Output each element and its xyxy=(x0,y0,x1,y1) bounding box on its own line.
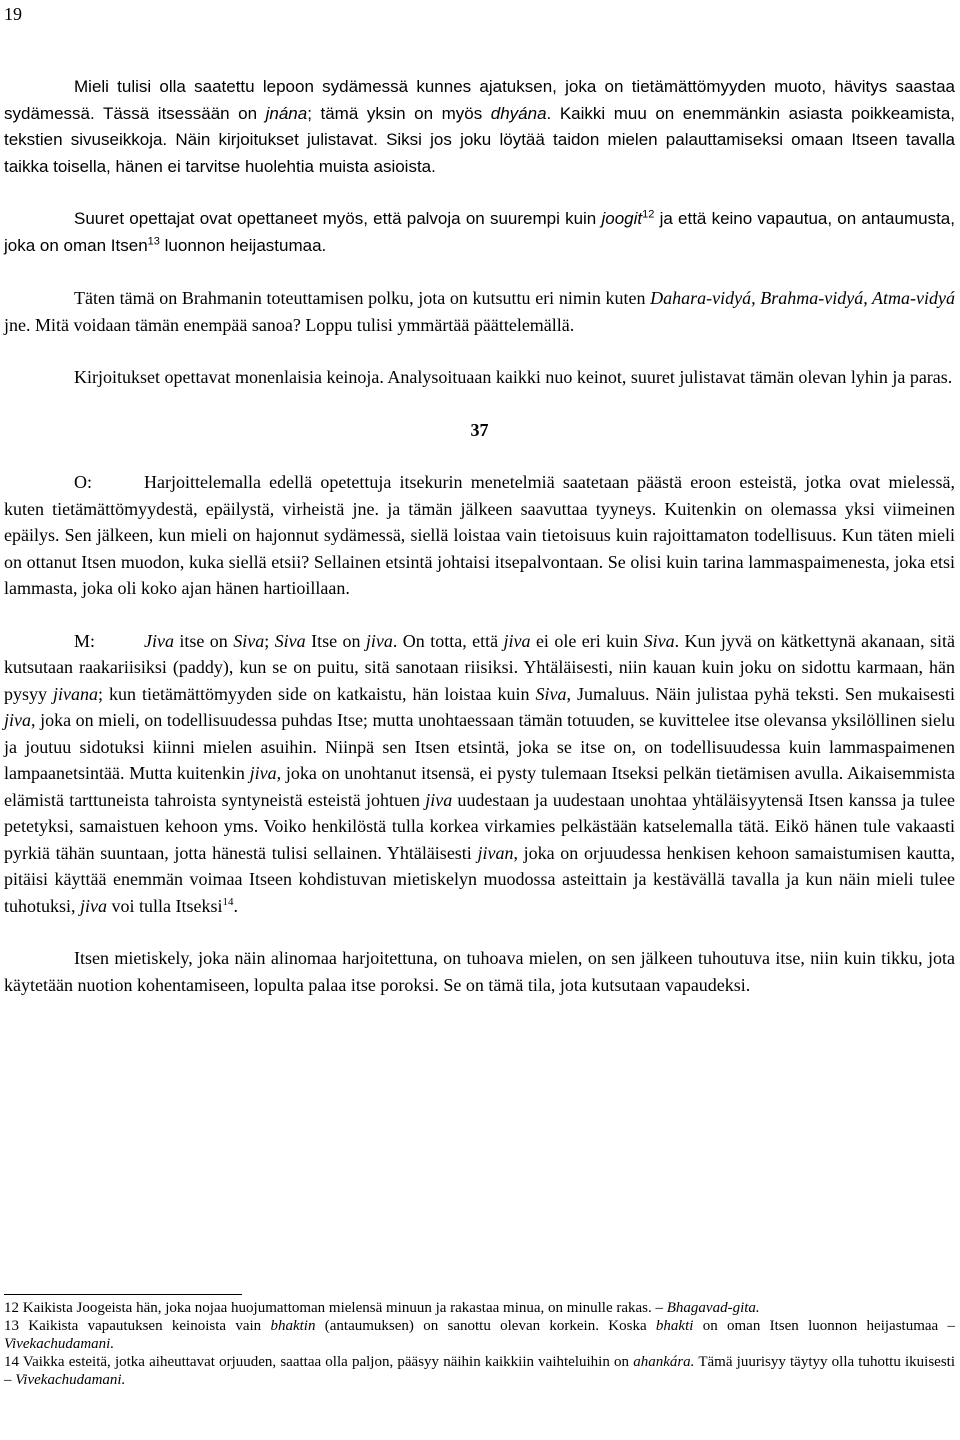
paragraph-1: Mieli tulisi olla saatettu lepoon sydämessä kunnes ajatuksen, joka on tietämättömyyden muoto, hävitys saastaa sydämessä. Tässä itsessään on jnána; tämä yksin on myös dhyána. Kaikki muu on enemmänkin asiasta poikkeamista, tekstien sivuseikkoja. Näin kirjoitukset julistavat. Siksi jos joku löytää taidon mielen palauttamiseksi omaan Itseen tavalla taikka toisella, hänen ei tarvitse huolehtia muista asioista. xyxy=(4,77,956,176)
footnotes xyxy=(4,1294,955,1389)
section-number: 37 xyxy=(470,419,489,440)
question-label: O: xyxy=(74,472,92,492)
footnote-13: 13 Kaikista vapautuksen keinoista vain bhaktin (antaumuksen) on sanottu olevan korkein. Koska bhakti on oman Itsen luonnon heijastumaa – Vivekachudamani. xyxy=(4,1318,955,1352)
paragraph-3: Täten tämä on Brahmanin toteuttamisen polku, jota on kutsuttu eri nimin kuten Dahara-vidyá, Brahma-vidyá, Atma-vidyá jne. Mitä voidaan tämän enempää sanoa? Loppu tulisi ymmärtää päättelemällä. xyxy=(4,288,955,335)
paragraph-5: Itsen mietiskely, joka näin alinomaa harjoitettuna, on tuhoava mielen, on sen jälkeen tuhoutuva itse, niin kuin tikku, jota käytetään nuotion kohentamiseen, lopulta palaa itse poroksi. Se on tämä tila, jota kutsutaan vapaudeksi. xyxy=(4,948,955,995)
footnote-ref-13[interactable]: 13 xyxy=(147,234,160,247)
page-number: 19 xyxy=(4,4,22,24)
footnote-12: 12 Kaikista Joogeista hän, joka nojaa huojumattoman mielensä minuun ja rakastaa minua, on minulle rakas. – Bhagavad-gita. xyxy=(4,1300,760,1316)
paragraph-2: Suuret opettajat ovat opettaneet myös, että palvoja on suurempi kuin joogit$^{12}$ ja että keino vapautua, on antaumusta, joka on oman Itsen$^{13}$ luonnon heijastumaa. xyxy=(4,208,955,255)
page-body xyxy=(4,74,955,1024)
footnote-divider xyxy=(4,1294,242,1295)
answer-paragraph: M: Jiva itse on Siva; Siva Itse on jiva. On totta, että jiva ei ole eri kuin Siva. Kun jyvä on kätkettynä akanaan, sitä kutsutaan raakariisiksi (paddy), kun se on puitu, sitä sanotaan riisiksi. Yhtäläisesti, niin kauan kuin joku on sidottu karmaan, hän pysyy jivana; kun tietämättömyyden side on katkaistu, hän loistaa kuin Siva, Jumaluus. Näin julistaa pyhä teksti. Sen mukaisesti jiva, joka on mieli, on todellisuudessa puhdas Itse; mutta unohtaessaan tämän totuuden, se kuvittelee itse olevansa yksilöllinen sielu ja joutuu sidotuksi kiinni mielen asuihin. Niinpä sen Itsen etsintä, joka se itse on, on todellisuudessa kuin lammaspaimenen lampaanetsintää. Mutta kuitenkin jiva, joka on unohtanut itsensä, ei pysty tulemaan Itseksi pelkän tietämisen avulla. Aikaisemmista elämistä tarttuneista tahroista syntyneistä esteistä johtuen jiva uudestaan ja uudestaan unohtaa yhtäläisyytensä Itsen kanssa ja tulee petetyksi, samaistuen kehoon yms. Voiko henkilöstä tulla korkea virkamies pelkästään katselemalla tätä. Eikö hänen tule vakaasti pyrkiä tähän suuntaan, jotta hänestä tulisi sellainen. Yhtäläisesti jivan, joka on orjuudessa henkisen kehoon samaistumisen kautta, pitäisi käyttää enemmän voimaa Itseen kohdistuvan mietiskelyn muodossa asteittain ja kestävällä tavalla ja kun näin mieli tulee tuhotuksi, jiva voi tulla Itseksi$^{14}$. xyxy=(4,628,955,920)
footnote-ref-14[interactable]: 14 xyxy=(222,895,234,908)
question-paragraph: O: Harjoittelemalla edellä opetettuja itsekurin menetelmiä saatetaan päästä eroon esteistä, jotka ovat mielessä, kuten tietämättömyydestä, epäilystä, virheistä jne. ja tämän jälkeen saavuttaa tyyneys. Kuitenkin on olemassa yksi viimeinen epäilys. Sen jälkeen, kun mieli on hajonnut sydämessä, siellä loistaa vain tietoisuus kuin rajoittamaton todellisuus. Kun täten mieli on ottanut Itsen muodon, kuka siellä etsii? Sellainen etsintä johtaisi itsepalvontaan. Se olisi kuin tarina lammaspaimenesta, joka etsi lammasta, joka oli koko ajan hänen hartioillaan. xyxy=(4,469,955,602)
paragraph-4: Kirjoitukset opettavat monenlaisia keinoja. Analysoituaan kaikki nuo keinot, suuret julistavat tämän olevan lyhin ja paras. xyxy=(74,367,953,387)
footnote-14: 14 Vaikka esteitä, jotka aiheuttavat orjuuden, saattaa olla paljon, pääsyy näihin kaikkiin vaihteluihin on ahankára. Tämä juurisyy täytyy olla tuhottu ikuisesti – Vivekachudamani. xyxy=(4,1354,955,1388)
answer-label: M: xyxy=(74,630,96,651)
footnote-ref-12[interactable]: 12 xyxy=(642,208,655,221)
